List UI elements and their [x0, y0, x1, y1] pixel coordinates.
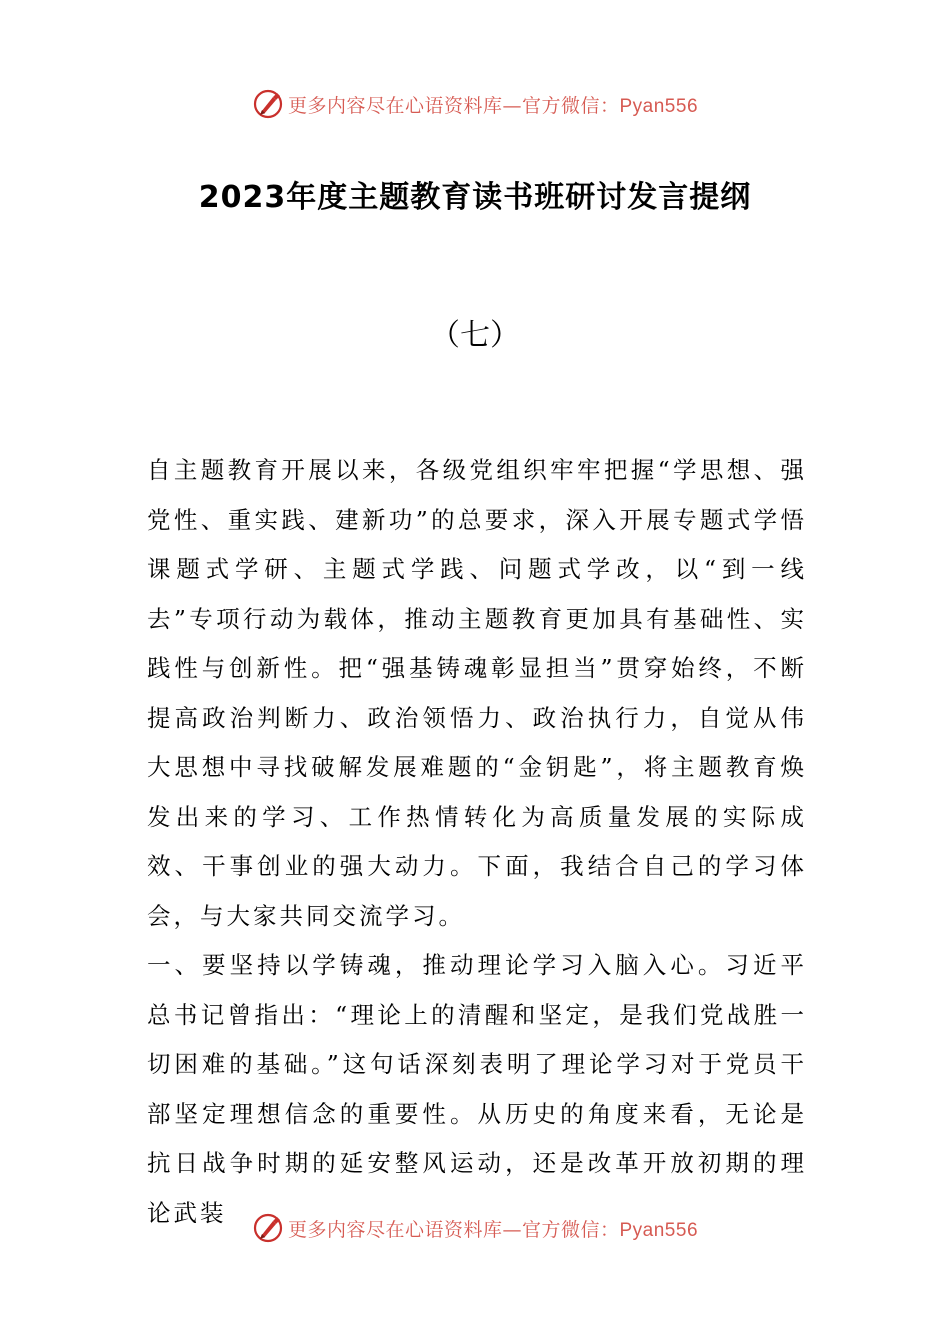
document-body [147, 446, 807, 1238]
paragraph-intro: 自主题教育开展以来，各级党组织牢牢把握“学思想、强党性、重实践、建新功”的总要求，深入开展专题式学悟课题式学研、主题式学践、问题式学改，以“到一线去”专项行动为载体，推动主题教育更加具有基础性、实践性与创新性。把“强基铸魂彰显担当”贯穿始终，不断提高政治判断力、政治领悟力、政治执行力，自觉从伟大思想中寻找破解发展难题的“金钥匙”，将主题教育焕发出来的学习、工作热情转化为高质量发展的实际成效、干事创业的强大动力。下面，我结合自己的学习体会，与大家共同交流学习。 [147, 456, 807, 930]
pen-logo-icon [252, 1212, 284, 1244]
document-subtitle: （七） [430, 318, 520, 353]
paragraph-section-one: 一、要坚持以学铸魂，推动理论学习入脑入心。习近平总书记曾指出：“理论上的清醒和坚定，是我们党战胜一切困难的基础。”这句话深刻表明了理论学习对于党员干部坚定理想信念的重要性。从历史的角度来看，无论是抗日战争时期的延安整风运动，还是改革开放初期的理论武装 [147, 951, 807, 1227]
watermark-text: 更多内容尽在心语资料库—官方微信：Pyan556 [287, 1218, 699, 1241]
watermark-header [0, 84, 950, 124]
watermark-text: 更多内容尽在心语资料库—官方微信：Pyan556 [287, 94, 699, 117]
watermark-footer [0, 1208, 950, 1248]
pen-logo-icon [252, 88, 284, 120]
document-title: 2023年度主题教育读书班研讨发言提纲 [198, 180, 752, 215]
